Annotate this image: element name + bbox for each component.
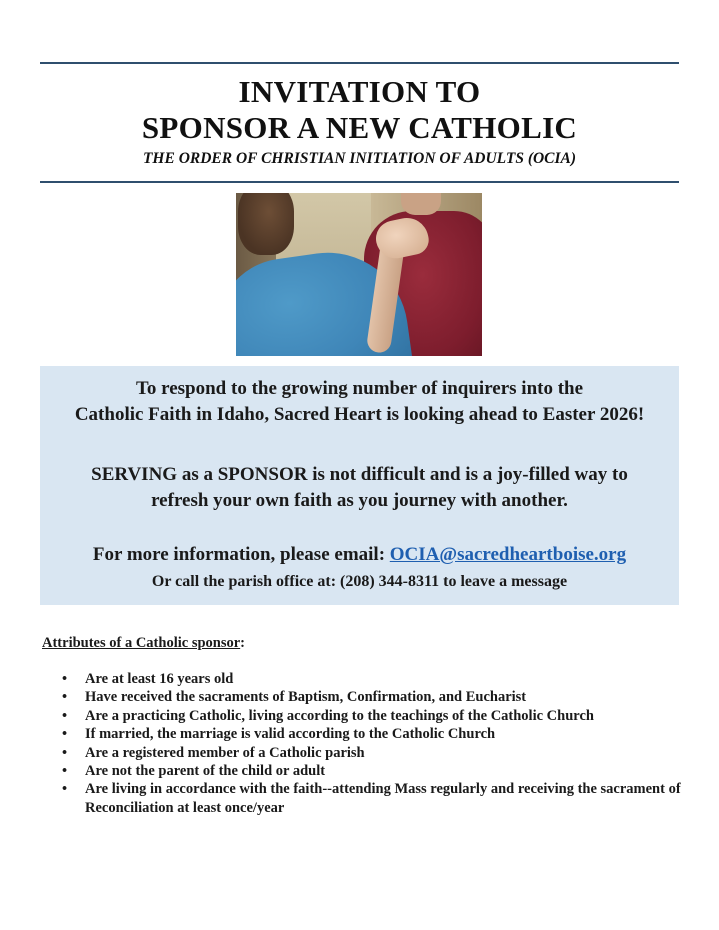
- list-item-text: Are a registered member of a Catholic parish: [85, 744, 365, 761]
- callout-paragraph-2: [40, 462, 679, 514]
- attributes-heading: [42, 634, 245, 652]
- email-line: [40, 542, 679, 568]
- email-prefix: For more information, please email:: [92, 544, 390, 565]
- callout-paragraph-1: [40, 376, 679, 428]
- callout-p1-line-1: To respond to the growing number of inquirers into the: [135, 378, 584, 399]
- callout-p2-line-2: refresh your own faith as you journey with another.: [151, 490, 568, 511]
- title-line-1: INVITATION TO: [238, 74, 481, 109]
- photo-head: [238, 193, 294, 255]
- email-link[interactable]: OCIA@sacredheartboise.org: [389, 544, 627, 565]
- list-item: [62, 707, 682, 725]
- list-item: [62, 725, 682, 743]
- bullet-icon: •: [62, 707, 68, 724]
- list-item: [62, 688, 682, 706]
- bullet-icon: •: [62, 726, 68, 743]
- page-subtitle: THE ORDER OF CHRISTIAN INITIATION OF ADULTS (OCIA): [142, 150, 577, 167]
- title-line-2: SPONSOR A NEW CATHOLIC: [141, 110, 578, 145]
- list-item: [62, 670, 682, 688]
- attributes-heading-colon: :: [240, 635, 246, 651]
- invitation-callout: [40, 366, 679, 605]
- list-item-text: Are a practicing Catholic, living according to the teachings of the Catholic Church: [85, 707, 594, 724]
- list-item: [62, 744, 682, 762]
- attributes-heading-text: Attributes of a Catholic sponsor: [42, 635, 241, 651]
- list-item-text: Are at least 16 years old: [85, 671, 234, 687]
- bullet-icon: •: [62, 781, 68, 798]
- list-item-text: Have received the sacraments of Baptism, Confirmation, and Eucharist: [85, 689, 527, 706]
- bottom-divider: [40, 181, 679, 183]
- attributes-list: [62, 670, 682, 817]
- callout-p1-line-2: Catholic Faith in Idaho, Sacred Heart is looking ahead to Easter 2026!: [74, 404, 645, 425]
- list-item-text: Are living in accordance with the faith--attending Mass regularly and receiving the sacrament of Reconciliation at least once/year: [85, 781, 681, 816]
- sponsor-photo: [236, 193, 482, 356]
- bullet-icon: •: [62, 744, 68, 761]
- list-item-text: If married, the marriage is valid according to the Catholic Church: [85, 726, 496, 743]
- page-title: [40, 74, 679, 146]
- list-item: [62, 780, 682, 817]
- bullet-icon: •: [62, 763, 68, 780]
- bullet-icon: •: [62, 689, 68, 706]
- phone-line: Or call the parish office at: (208) 344-8311 to leave a message: [151, 573, 568, 590]
- list-item: [62, 762, 682, 780]
- top-divider: [40, 62, 679, 64]
- callout-p2-line-1: SERVING as a SPONSOR is not difficult and is a joy-filled way to: [91, 464, 628, 485]
- list-item-text: Are not the parent of the child or adult: [85, 763, 326, 780]
- bullet-icon: •: [62, 671, 68, 687]
- photo-neck: [401, 193, 441, 215]
